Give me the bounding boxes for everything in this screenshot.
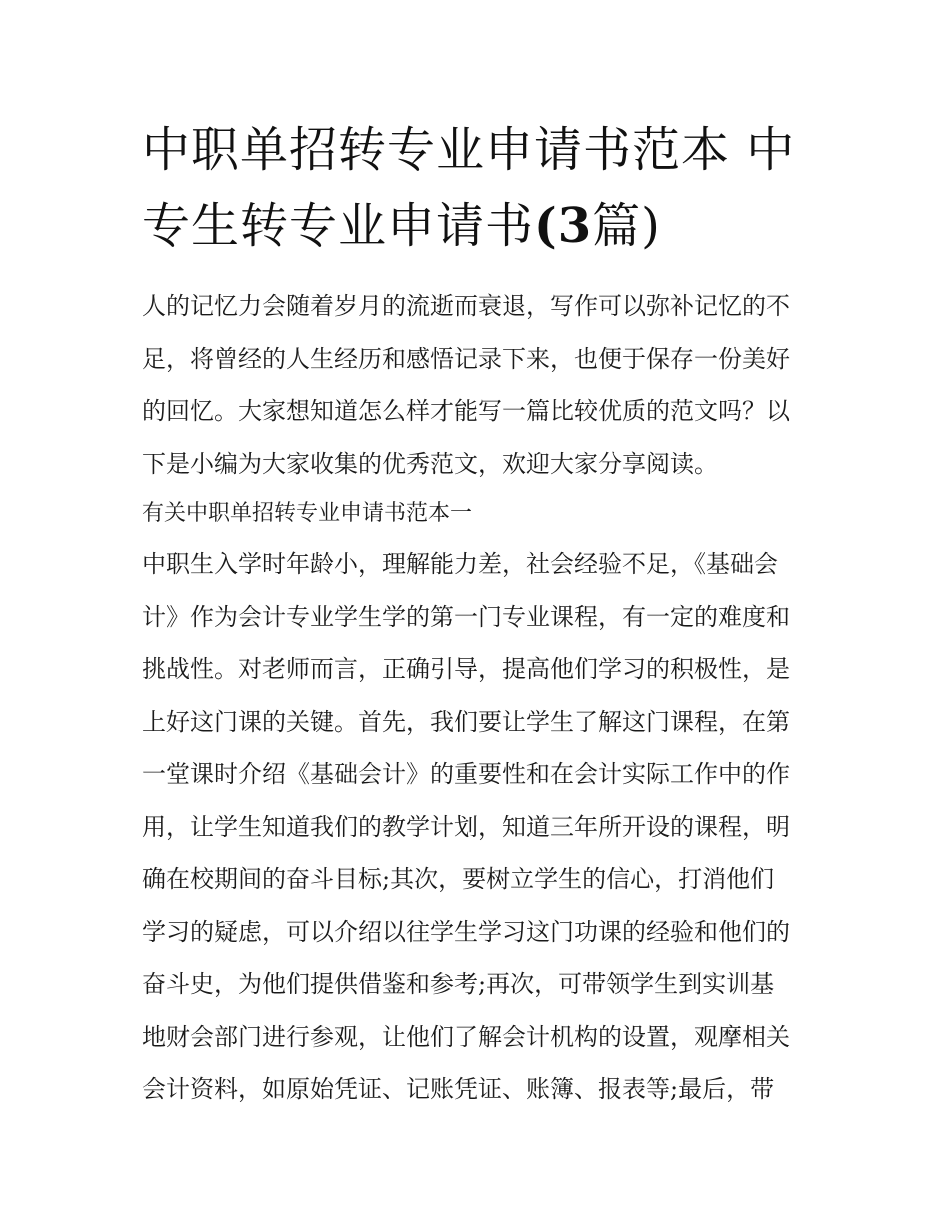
text-line: 中职生入学时年龄小，理解能力差，社会经验不足，《基础会 <box>142 550 778 578</box>
text-line: 一堂课时介绍《基础会计》的重要性和在会计实际工作中的作 <box>142 760 790 788</box>
title-line-1: 中职单招转专业申请书范本 中 <box>142 122 796 178</box>
body-paragraph <box>142 538 814 1116</box>
section-heading: 有关中职单招转专业申请书范本一 <box>142 501 473 526</box>
title-suffix: 篇) <box>592 198 661 254</box>
title-count: (3 <box>534 198 593 254</box>
text-line: 挑战性。对老师而言，正确引导，提高他们学习的积极性，是 <box>142 655 790 683</box>
title-text: 专生转专业申请书 <box>142 198 535 254</box>
text-line: 用，让学生知道我们的教学计划，知道三年所开设的课程，明 <box>142 812 790 841</box>
text-line: 足，将曾经的人生经历和感悟记录下来，也便于保存一份美好 <box>142 344 790 373</box>
text-line: 的回忆。大家想知道怎么样才能写一篇比较优质的范文吗？以 <box>142 397 790 425</box>
text-line: 计》作为会计专业学生学的第一门专业课程，有一定的难度和 <box>142 602 790 631</box>
text-line: 会计资料，如原始凭证、记账凭证、账簿、报表等;最后，带 <box>142 1075 775 1103</box>
text-line: 学习的疑虑，可以介绍以往学生学习这门功课的经验和他们的 <box>142 917 790 946</box>
text-line: 地财会部门进行参观，让他们了解会计机构的设置，观摩相关 <box>142 1022 790 1051</box>
text-line: 下是小编为大家收集的优秀范文，欢迎大家分享阅读。 <box>142 449 718 478</box>
text-line: 确在校期间的奋斗目标;其次，要树立学生的信心，打消他们 <box>142 865 775 893</box>
intro-paragraph <box>142 280 814 490</box>
text-line: 奋斗史，为他们提供借鉴和参考;再次，可带领学生到实训基 <box>142 970 775 998</box>
document-body <box>142 280 814 1116</box>
text-line: 上好这门课的关键。首先，我们要让学生了解这门课程，在第 <box>142 707 790 736</box>
text-line: 人的记忆力会随着岁月的流逝而衰退，写作可以弥补记忆的不 <box>142 292 790 320</box>
title-line-2 <box>142 198 661 254</box>
document-title <box>142 112 822 264</box>
